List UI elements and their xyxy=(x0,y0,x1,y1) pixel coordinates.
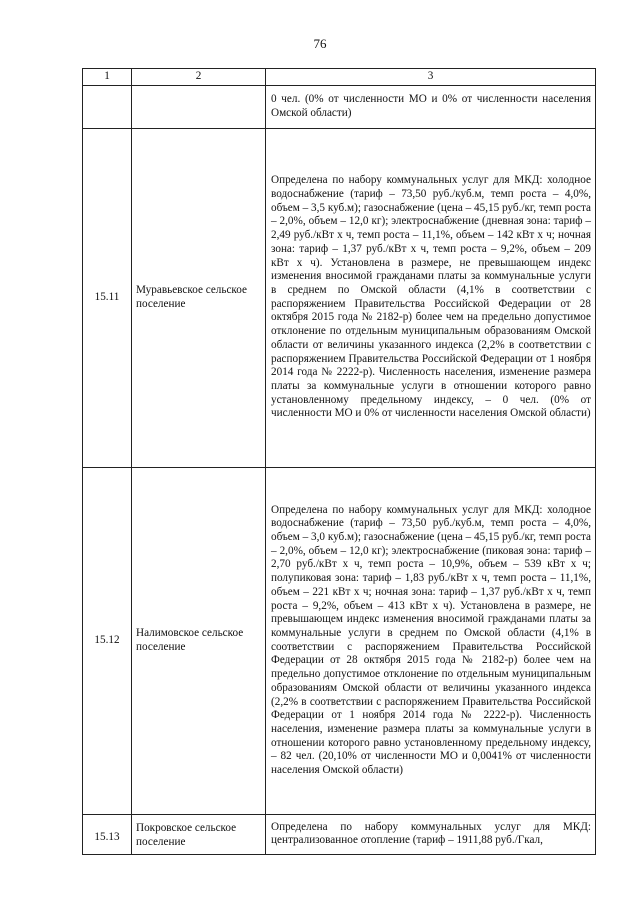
column-header-1: 1 xyxy=(83,69,132,86)
row-number: 15.13 xyxy=(83,814,132,854)
row-description: Определена по набору коммунальных услуг для МКД: холодное водоснабжение (тариф – 73,50 руб./куб.м, темп роста – 4,0%, объем – 3,0 куб.м); газоснабжение (цена – 45,15 руб./кг, темп роста – 2,0%, объем – 12,0 кг); электроснабжение (пиковая зона: тариф – 2,70 руб./кВт х ч, темп роста – 10,9%, объем – 539 кВт х ч; полупиковая зона: тариф – 1,83 руб./кВт х ч, темп роста – 11,1%, объем – 221 кВт х ч; ночная зона: тариф – 1,37 руб./кВт х ч, темп роста – 9,2%, объем – 413 кВт х ч). Установлена в размере, не превышающем индекс изменения вносимой гражданами платы за коммунальные услуги в среднем по Омской области (4,1% в соответствии с распоряжением Правительства Российской Федерации от 28 октября 2015 года № 2182-р) более чем на предельно допустимое отклонение по отдельным муниципальным образованиям Омской области от величины указанного индекса (2,2% в соответствии с распоряжением Правительства Российской Федерации от 1 ноября 2014 года № 2222-р). Численность населения, изменение размера платы за коммунальные услуги в отношении которого равно установленному предельному индексу, – 82 чел. (20,10% от численности МО и 0,0041% от численности населения Омской области) xyxy=(266,467,596,814)
settlement-name: Налимовское сельское поселение xyxy=(132,467,266,814)
page-number: 76 xyxy=(313,36,327,51)
row-number: 15.12 xyxy=(83,467,132,814)
settlement-name xyxy=(132,85,266,128)
table-row xyxy=(83,85,596,128)
column-header-3: 3 xyxy=(266,69,596,86)
settlement-name: Муравьевское сельское поселение xyxy=(132,128,266,467)
settlement-name: Покровское сельское поселение xyxy=(132,814,266,854)
table-row xyxy=(83,814,596,854)
table-row xyxy=(83,128,596,467)
row-number xyxy=(83,85,132,128)
row-description: Определена по набору коммунальных услуг для МКД: холодное водоснабжение (тариф – 73,50 руб./куб.м, темп роста – 4,0%, объем – 3,5 куб.м); газоснабжение (цена – 45,15 руб./кг, темп роста – 2,0%, объем – 12,0 кг); электроснабжение (дневная зона: тариф – 2,49 руб./кВт х ч, темп роста – 11,1%, объем – 142 кВт х ч; ночная зона: тариф – 1,37 руб./кВт х ч, темп роста – 9,2%, объем – 209 кВт х ч). Установлена в размере, не превышающем индекс изменения вносимой гражданами платы за коммунальные услуги в среднем по Омской области (4,1% в соответствии с распоряжением Правительства Российской Федерации от 28 октября 2015 года № 2182-р) более чем на предельно допустимое отклонение по отдельным муниципальным образованиям Омской области от величины указанного индекса (2,2% в соответствии с распоряжением Правительства Российской Федерации от 1 ноября 2014 года № 2222-р). Численность населения, изменение размера платы за коммунальные услуги в отношении которого равно установленному предельному индексу, – 0 чел. (0% от численности МО и 0% от численности населения Омской области) xyxy=(266,128,596,467)
row-description: Определена по набору коммунальных услуг для МКД: централизованное отопление (тариф – 1911,88 руб./Гкал, xyxy=(266,814,596,854)
table-row xyxy=(83,467,596,814)
row-description: 0 чел. (0% от численности МО и 0% от численности населения Омской области) xyxy=(266,85,596,128)
column-header-2: 2 xyxy=(132,69,266,86)
tariff-table xyxy=(82,68,596,855)
row-number: 15.11 xyxy=(83,128,132,467)
table-header-row xyxy=(83,69,596,86)
